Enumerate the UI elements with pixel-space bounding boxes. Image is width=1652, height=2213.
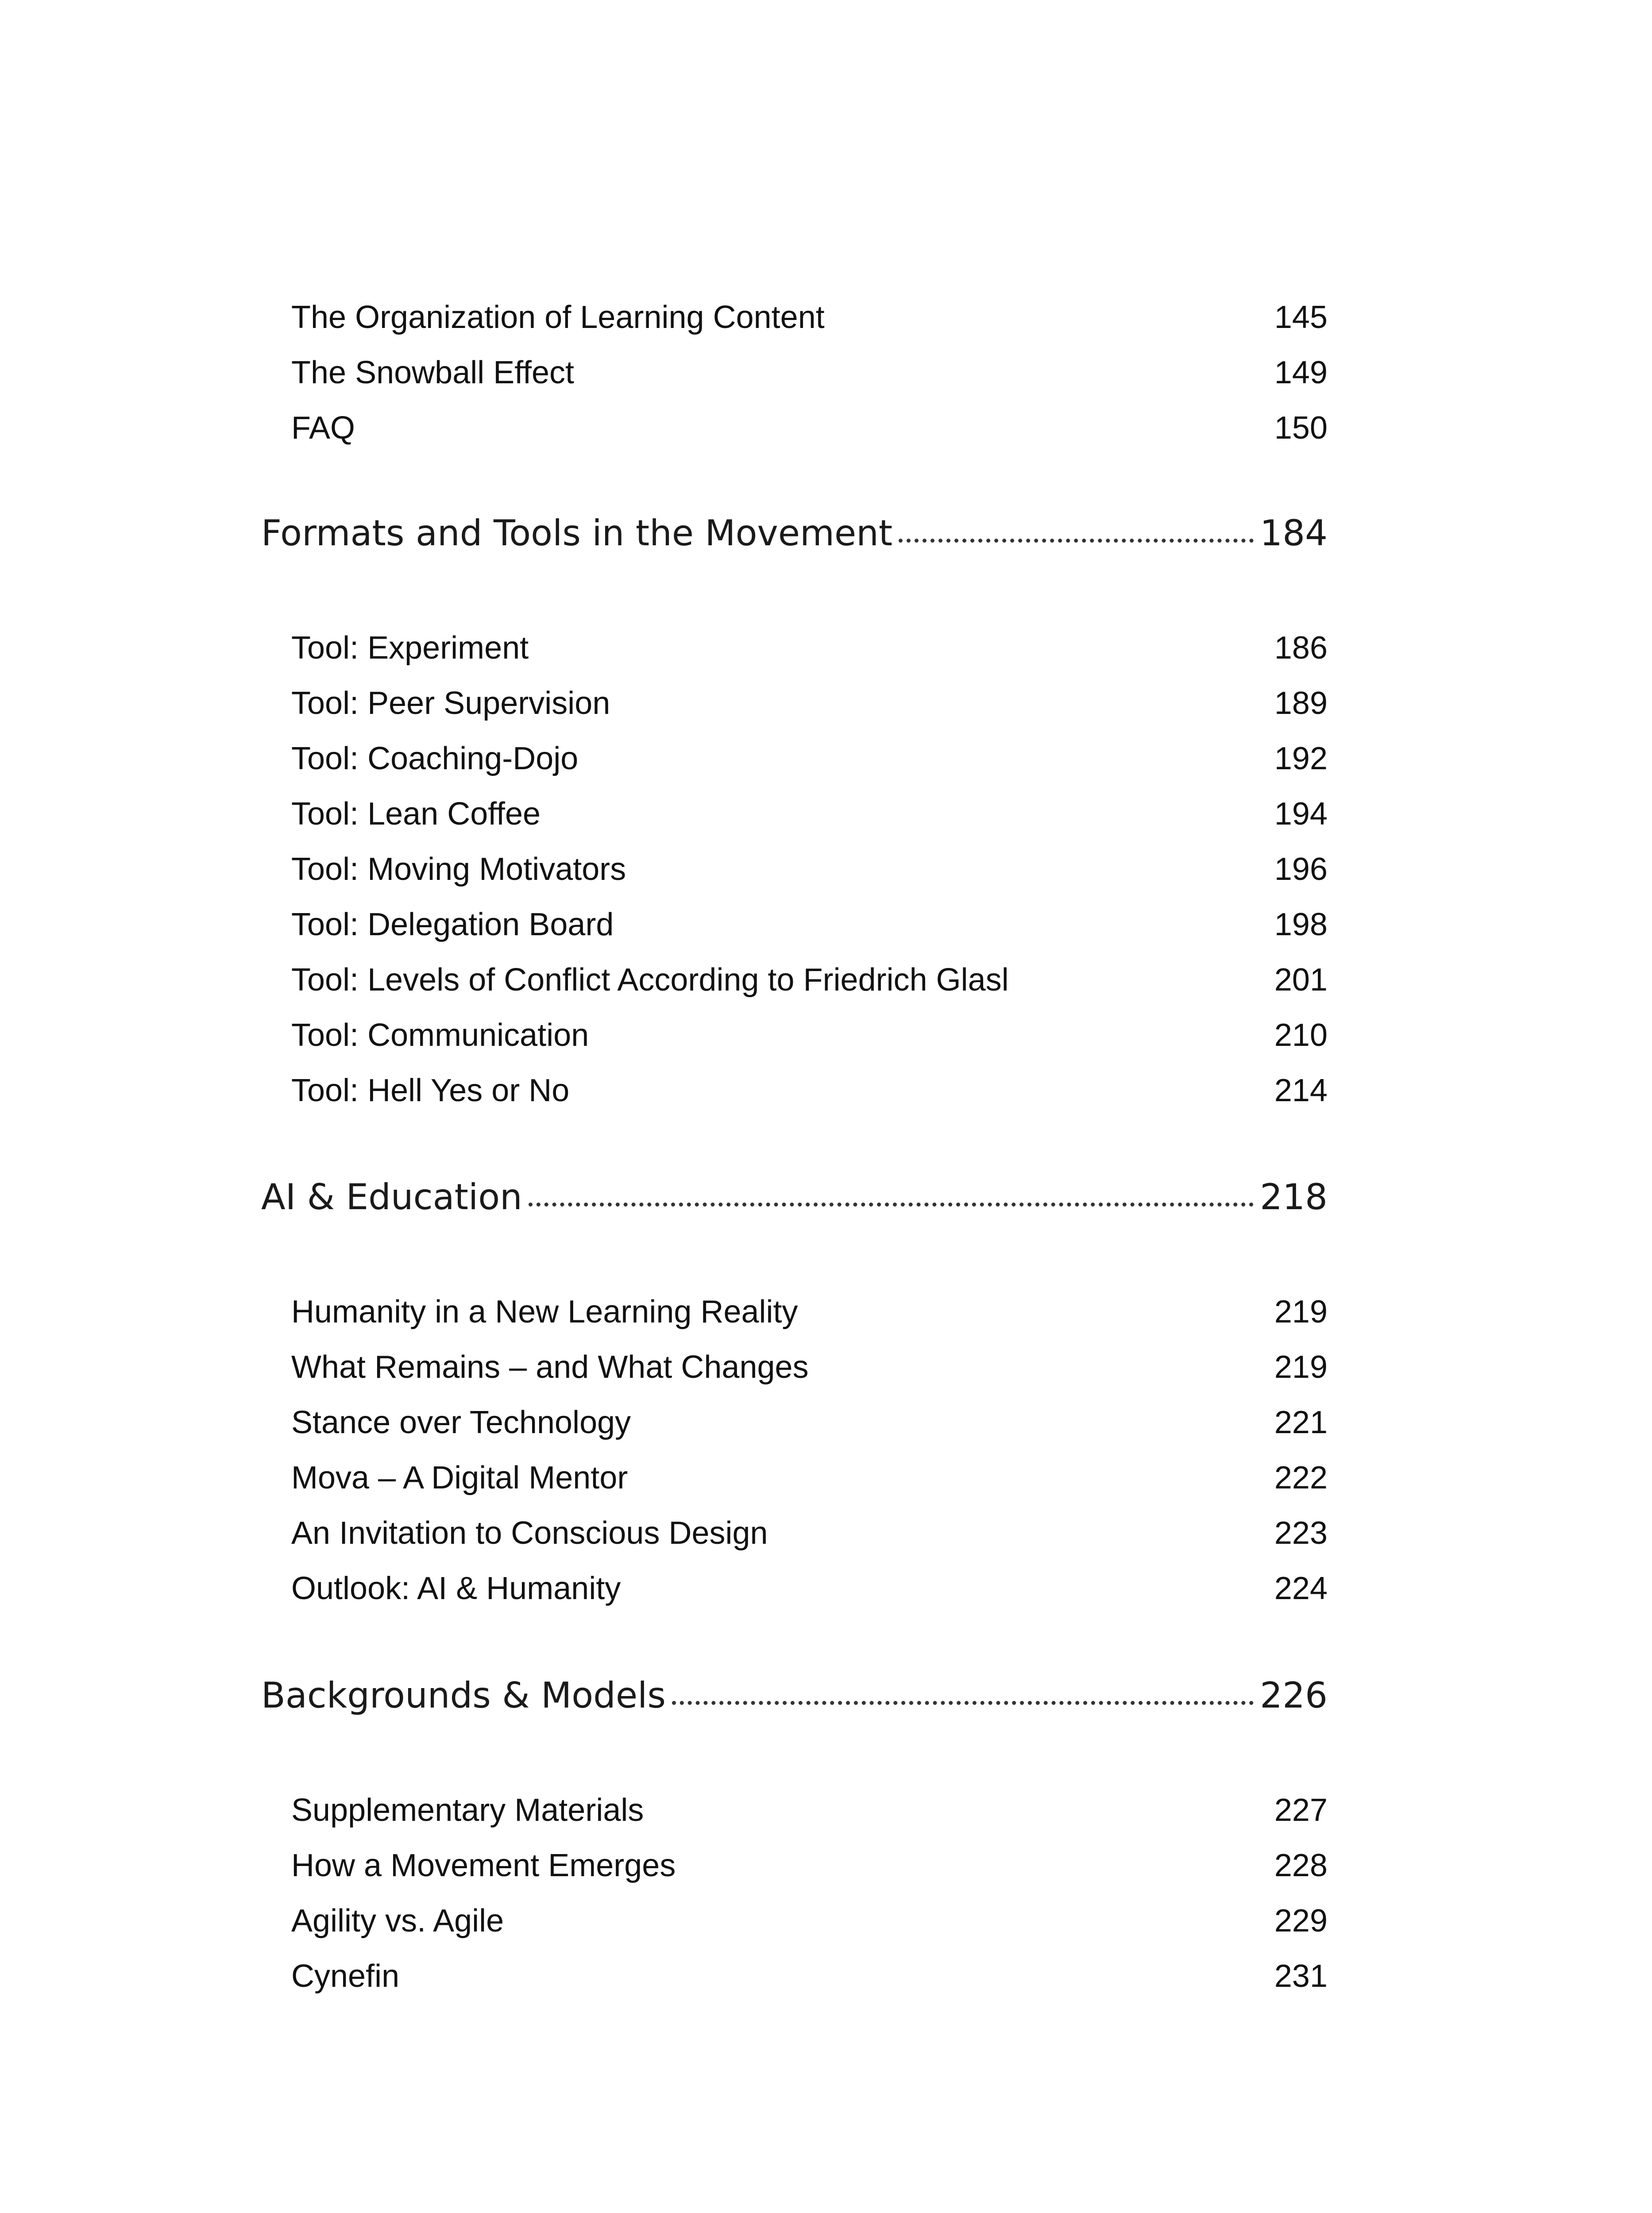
- toc-entry-label: Supplementary Materials: [291, 1793, 644, 1828]
- toc-entry-page: 196: [1274, 852, 1328, 887]
- toc-entry[interactable]: [0, 731, 1652, 787]
- toc-chapter-page: 226: [1260, 1675, 1328, 1716]
- toc-entry-page: 198: [1274, 907, 1328, 942]
- toc-entry-page: 210: [1274, 1018, 1328, 1053]
- toc-entry[interactable]: [0, 842, 1652, 897]
- toc-entry[interactable]: [0, 1783, 1652, 1838]
- toc-entry[interactable]: [0, 1838, 1652, 1893]
- toc-entry-page: 224: [1274, 1571, 1328, 1606]
- toc-dot-leader: [672, 1701, 1254, 1705]
- toc-entry-label: How a Movement Emerges: [291, 1848, 676, 1883]
- toc-entry[interactable]: [0, 952, 1652, 1008]
- toc-entry-label: Outlook: AI & Humanity: [291, 1571, 621, 1606]
- toc-entry-page: 150: [1274, 410, 1328, 446]
- toc-entry-page: 227: [1274, 1793, 1328, 1828]
- toc-entry-page: 189: [1274, 686, 1328, 721]
- toc-chapter-title: Formats and Tools in the Movement: [261, 513, 893, 554]
- toc-entry-page: 231: [1274, 1959, 1328, 1994]
- toc-entry-page: 149: [1274, 355, 1328, 390]
- toc-entry-label: Cynefin: [291, 1959, 400, 1994]
- toc-entry-label: Agility vs. Agile: [291, 1903, 504, 1939]
- toc-entry[interactable]: [0, 1506, 1652, 1561]
- toc-entry-page: 214: [1274, 1073, 1328, 1108]
- toc-entry-label: Tool: Levels of Conflict According to Friedrich Glasl: [291, 962, 1009, 998]
- toc-entry-label: Tool: Delegation Board: [291, 907, 614, 942]
- toc-entry[interactable]: [0, 897, 1652, 952]
- toc-chapter-title: AI & Education: [261, 1176, 522, 1218]
- toc-entry[interactable]: [0, 621, 1652, 676]
- toc-entry-page: 229: [1274, 1903, 1328, 1939]
- toc-entry-label: What Remains – and What Changes: [291, 1349, 809, 1385]
- toc-chapter-heading[interactable]: [261, 502, 1328, 564]
- toc-entry-label: The Snowball Effect: [291, 355, 575, 390]
- toc-entry[interactable]: [0, 290, 1652, 345]
- toc-entry[interactable]: [0, 1008, 1652, 1063]
- toc-entry-label: An Invitation to Conscious Design: [291, 1515, 768, 1551]
- toc-entry[interactable]: [0, 1340, 1652, 1395]
- toc-entry-page: 194: [1274, 796, 1328, 832]
- toc-entry-label: FAQ: [291, 410, 355, 446]
- toc-chapter-title: Backgrounds & Models: [261, 1675, 666, 1716]
- toc-entry-page: 222: [1274, 1460, 1328, 1496]
- toc-entry-page: 192: [1274, 741, 1328, 776]
- toc-entry-label: Tool: Experiment: [291, 630, 529, 666]
- toc-entry[interactable]: [0, 1893, 1652, 1949]
- toc-entry-page: 201: [1274, 962, 1328, 998]
- toc-entry[interactable]: [0, 1063, 1652, 1118]
- toc-entry[interactable]: [0, 1450, 1652, 1506]
- toc-entry-label: Tool: Moving Motivators: [291, 852, 626, 887]
- toc-entry[interactable]: [0, 345, 1652, 401]
- toc-entry-label: Humanity in a New Learning Reality: [291, 1294, 798, 1330]
- toc-entry-label: Tool: Coaching-Dojo: [291, 741, 579, 776]
- toc-entry[interactable]: [0, 1284, 1652, 1340]
- toc-dot-leader: [899, 539, 1254, 543]
- toc-entry-page: 228: [1274, 1848, 1328, 1883]
- toc-chapter-page: 184: [1260, 513, 1328, 554]
- toc-entry-label: The Organization of Learning Content: [291, 300, 825, 335]
- toc-entry-page: 221: [1274, 1405, 1328, 1440]
- toc-entry-page: 219: [1274, 1294, 1328, 1330]
- toc-entry-label: Stance over Technology: [291, 1405, 631, 1440]
- toc-entry[interactable]: [0, 401, 1652, 456]
- toc-entry-label: Tool: Lean Coffee: [291, 796, 541, 832]
- toc-entry-label: Tool: Peer Supervision: [291, 686, 610, 721]
- toc-entry-page: 186: [1274, 630, 1328, 666]
- toc-chapter-heading[interactable]: [261, 1665, 1328, 1727]
- toc-chapter-heading[interactable]: [261, 1166, 1328, 1228]
- toc-entry[interactable]: [0, 1949, 1652, 2004]
- toc-entry[interactable]: [0, 1395, 1652, 1450]
- toc-entry[interactable]: [0, 1561, 1652, 1616]
- toc-entry[interactable]: [0, 676, 1652, 731]
- toc-chapter-page: 218: [1260, 1176, 1328, 1218]
- toc-entry-page: 145: [1274, 300, 1328, 335]
- toc-entry-page: 223: [1274, 1515, 1328, 1551]
- toc-entry-label: Tool: Hell Yes or No: [291, 1073, 570, 1108]
- toc-entry[interactable]: [0, 787, 1652, 842]
- toc-entry-page: 219: [1274, 1349, 1328, 1385]
- toc-entry-label: Tool: Communication: [291, 1018, 589, 1053]
- toc-dot-leader: [529, 1203, 1254, 1207]
- toc-entry-label: Mova – A Digital Mentor: [291, 1460, 628, 1496]
